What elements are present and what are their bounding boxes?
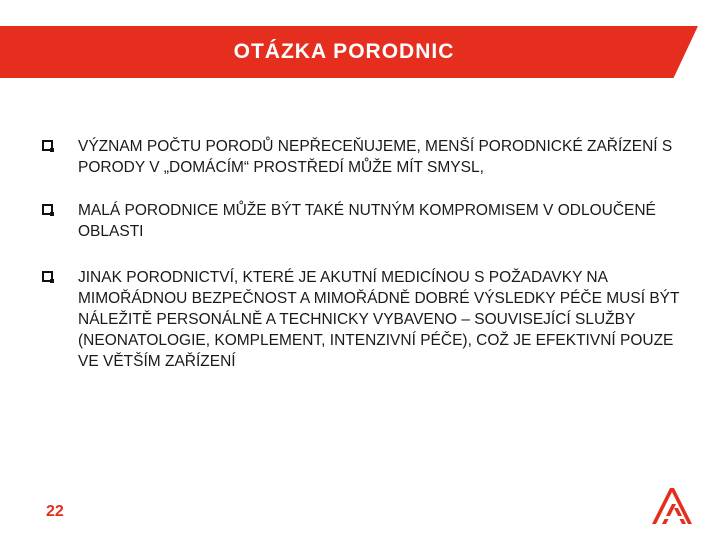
bullet-text: MALÁ PORODNICE MŮŽE BÝT TAKÉ NUTNÝM KOMPROMISEM V ODLOUČENÉ OBLASTI — [78, 202, 656, 240]
page-number: 22 — [46, 503, 64, 520]
list-item — [40, 200, 680, 242]
bullet-list — [40, 136, 680, 394]
checkbox-square-icon — [42, 204, 53, 215]
brand-logo-icon — [648, 486, 694, 526]
bullet-text: JINAK PORODNICTVÍ, KTERÉ JE AKUTNÍ MEDICÍNOU S POŽADAVKY NA MIMOŘÁDNOU BEZPEČNOST A MIMOŘÁDNĚ DOBRÉ VÝSLEDKY PÉČE MUSÍ BÝT NÁLEŽITĚ PERSONÁLNĚ A TECHNICKY VYBAVENO – SOUVISEJÍCÍ SLUŽBY (NEONATOLOGIE, KOMPLEMENT, INTENZIVNÍ PÉČE), COŽ JE EFEKTIVNÍ POUZE VE VĚTŠÍM ZAŘÍZENÍ — [78, 269, 680, 370]
list-item — [40, 136, 680, 178]
checkbox-square-icon — [42, 140, 53, 151]
checkbox-square-icon — [42, 271, 53, 282]
list-item — [40, 267, 680, 372]
slide-title: OTÁZKA PORODNIC — [233, 40, 455, 63]
bullet-text: VÝZNAM POČTU PORODŮ NEPŘECEŇUJEME, MENŠÍ PORODNICKÉ ZAŘÍZENÍ S PORODY V „DOMÁCÍM“ PROSTŘEDÍ MŮŽE MÍT SMYSL, — [78, 138, 673, 176]
